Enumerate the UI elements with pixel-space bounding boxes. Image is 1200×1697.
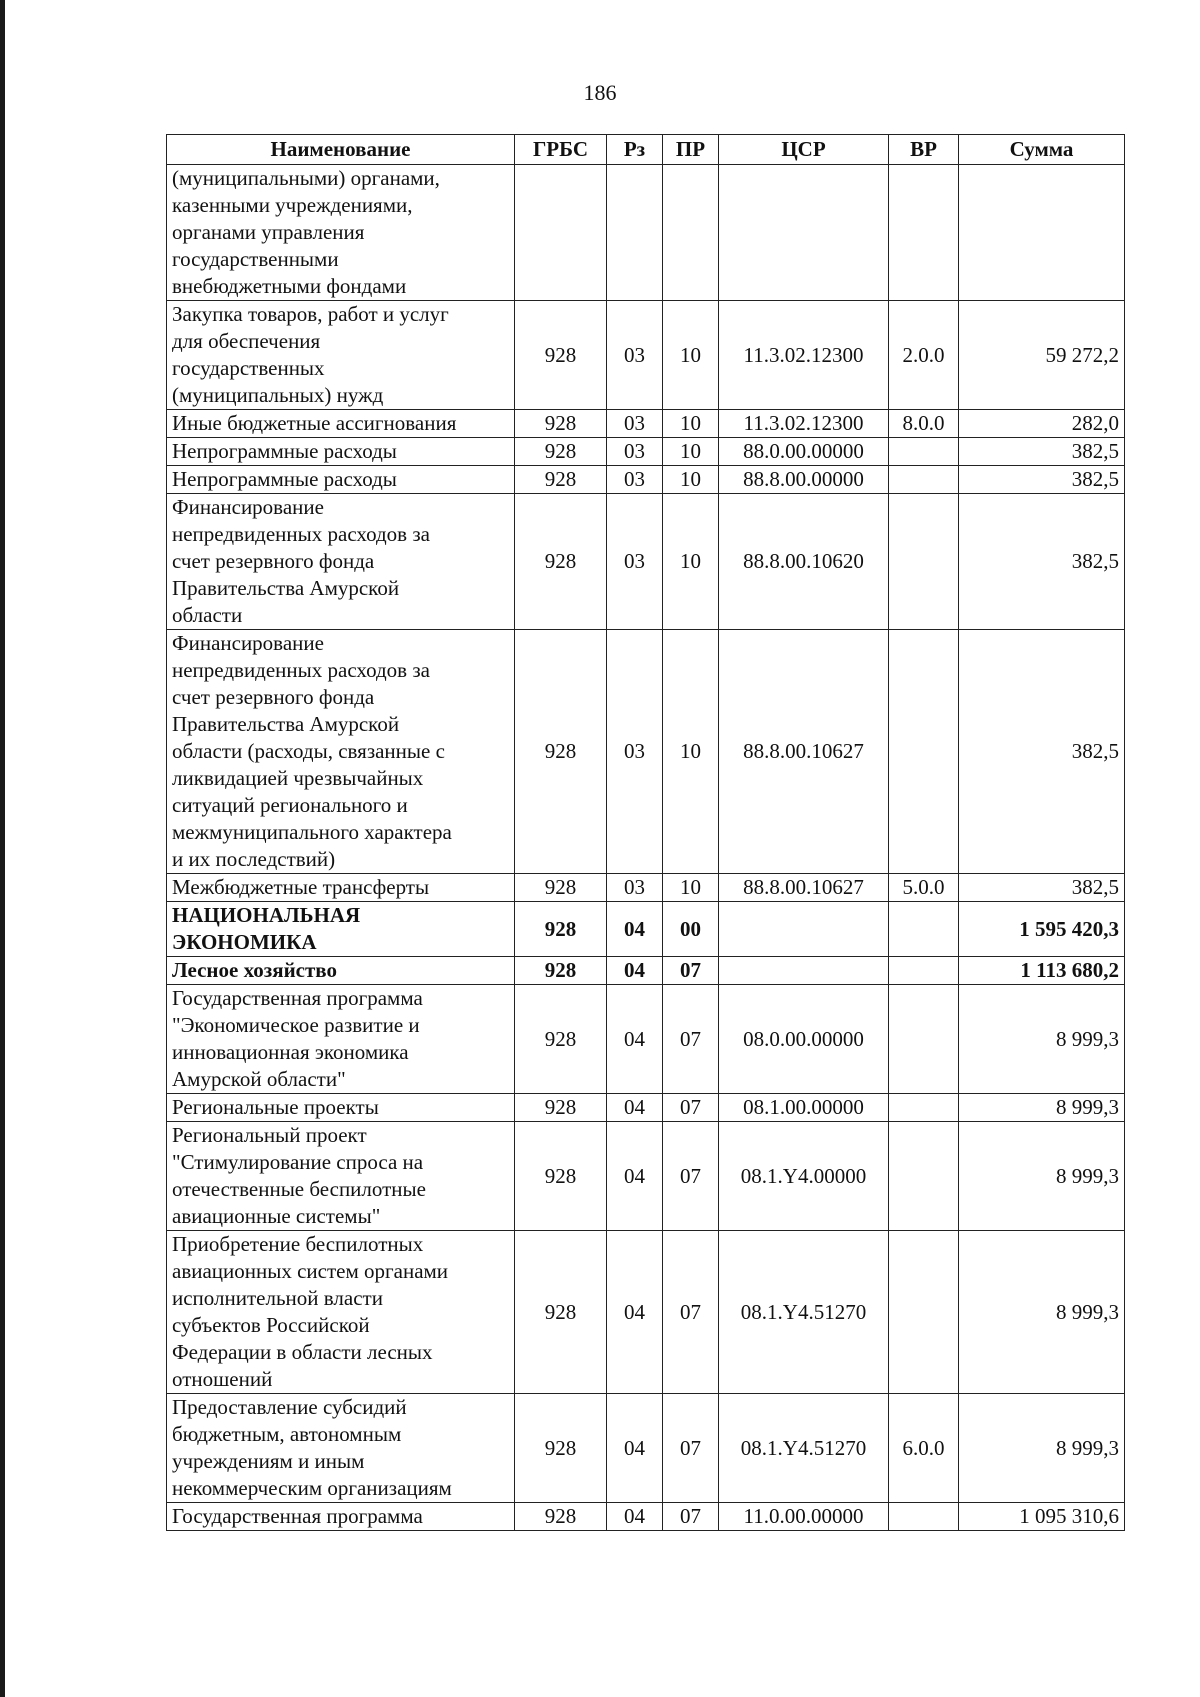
cell-grbs: 928 — [515, 985, 607, 1094]
cell-rz: 04 — [607, 1231, 663, 1394]
cell-vr: 2.0.0 — [889, 301, 959, 410]
cell-sum: 8 999,3 — [959, 985, 1125, 1094]
cell-grbs: 928 — [515, 466, 607, 494]
cell-vr: 5.0.0 — [889, 874, 959, 902]
cell-grbs: 928 — [515, 902, 607, 957]
cell-pr: 07 — [663, 1394, 719, 1503]
cell-name: (муниципальными) органами, казенными учреждениями, органами управления государственными внебюджетными фондами — [167, 165, 515, 301]
header-name: Наименование — [167, 135, 515, 165]
table-row — [167, 902, 1125, 957]
cell-name: Иные бюджетные ассигнования — [167, 410, 515, 438]
header-row — [167, 135, 1125, 165]
cell-rz: 04 — [607, 1094, 663, 1122]
cell-name: Финансирование непредвиденных расходов за счет резервного фонда Правительства Амурской области — [167, 494, 515, 630]
page-number: 186 — [583, 80, 617, 105]
header-vr: ВР — [889, 135, 959, 165]
cell-sum: 1 095 310,6 — [959, 1503, 1125, 1531]
cell-sum: 8 999,3 — [959, 1094, 1125, 1122]
cell-grbs: 928 — [515, 1094, 607, 1122]
cell-pr: 00 — [663, 902, 719, 957]
cell-name: Региональные проекты — [167, 1094, 515, 1122]
cell-vr — [889, 902, 959, 957]
cell-rz: 03 — [607, 874, 663, 902]
cell-grbs: 928 — [515, 1394, 607, 1503]
cell-csr: 88.0.00.00000 — [719, 438, 889, 466]
cell-pr: 10 — [663, 466, 719, 494]
cell-csr: 08.1.00.00000 — [719, 1094, 889, 1122]
table-row — [167, 874, 1125, 902]
table-row — [167, 1122, 1125, 1231]
table-row — [167, 301, 1125, 410]
table-row — [167, 466, 1125, 494]
table-row — [167, 1231, 1125, 1394]
cell-name: Непрограммные расходы — [167, 438, 515, 466]
cell-pr: 07 — [663, 1231, 719, 1394]
cell-rz: 03 — [607, 438, 663, 466]
cell-sum: 382,5 — [959, 466, 1125, 494]
table-row — [167, 630, 1125, 874]
cell-csr: 11.3.02.12300 — [719, 301, 889, 410]
cell-grbs: 928 — [515, 438, 607, 466]
table-row — [167, 165, 1125, 301]
header-sum: Сумма — [959, 135, 1125, 165]
cell-pr: 07 — [663, 957, 719, 985]
cell-pr: 10 — [663, 630, 719, 874]
cell-sum: 8 999,3 — [959, 1231, 1125, 1394]
cell-grbs: 928 — [515, 874, 607, 902]
table-row — [167, 957, 1125, 985]
cell-grbs: 928 — [515, 630, 607, 874]
header-pr: ПР — [663, 135, 719, 165]
cell-csr: 08.0.00.00000 — [719, 985, 889, 1094]
cell-pr — [663, 165, 719, 301]
cell-sum: 1 113 680,2 — [959, 957, 1125, 985]
cell-vr — [889, 494, 959, 630]
cell-name: Региональный проект "Стимулирование спроса на отечественные беспилотные авиационные системы" — [167, 1122, 515, 1231]
cell-pr: 07 — [663, 985, 719, 1094]
cell-name: Межбюджетные трансферты — [167, 874, 515, 902]
cell-name: Приобретение беспилотных авиационных систем органами исполнительной власти субъектов Российской Федерации в области лесных отношений — [167, 1231, 515, 1394]
header-rz: Рз — [607, 135, 663, 165]
cell-grbs — [515, 165, 607, 301]
cell-vr: 6.0.0 — [889, 1394, 959, 1503]
cell-grbs: 928 — [515, 494, 607, 630]
cell-vr — [889, 1503, 959, 1531]
cell-csr — [719, 957, 889, 985]
cell-name: Лесное хозяйство — [167, 957, 515, 985]
table-header — [167, 135, 1125, 165]
cell-csr — [719, 165, 889, 301]
scan-edge — [0, 0, 5, 1697]
cell-grbs: 928 — [515, 301, 607, 410]
cell-vr — [889, 1231, 959, 1394]
table-body — [167, 165, 1125, 1531]
header-csr: ЦСР — [719, 135, 889, 165]
cell-name: Закупка товаров, работ и услуг для обеспечения государственных (муниципальных) нужд — [167, 301, 515, 410]
cell-rz: 03 — [607, 301, 663, 410]
cell-csr: 88.8.00.10627 — [719, 874, 889, 902]
cell-rz: 04 — [607, 1503, 663, 1531]
cell-vr — [889, 466, 959, 494]
cell-pr: 10 — [663, 874, 719, 902]
cell-rz: 04 — [607, 1394, 663, 1503]
cell-pr: 10 — [663, 410, 719, 438]
cell-name: Государственная программа "Экономическое развитие и инновационная экономика Амурской области" — [167, 985, 515, 1094]
cell-vr — [889, 630, 959, 874]
cell-csr: 08.1.Y4.51270 — [719, 1231, 889, 1394]
cell-rz: 03 — [607, 494, 663, 630]
cell-pr: 07 — [663, 1503, 719, 1531]
cell-rz: 04 — [607, 985, 663, 1094]
cell-csr: 88.8.00.10620 — [719, 494, 889, 630]
cell-vr — [889, 985, 959, 1094]
cell-vr — [889, 1094, 959, 1122]
cell-csr: 88.8.00.00000 — [719, 466, 889, 494]
cell-vr: 8.0.0 — [889, 410, 959, 438]
cell-sum: 282,0 — [959, 410, 1125, 438]
cell-vr — [889, 1122, 959, 1231]
cell-rz: 04 — [607, 902, 663, 957]
table-row — [167, 1503, 1125, 1531]
cell-grbs: 928 — [515, 410, 607, 438]
cell-name: НАЦИОНАЛЬНАЯ ЭКОНОМИКА — [167, 902, 515, 957]
cell-csr: 08.1.Y4.00000 — [719, 1122, 889, 1231]
cell-csr: 11.0.00.00000 — [719, 1503, 889, 1531]
cell-csr: 88.8.00.10627 — [719, 630, 889, 874]
cell-pr: 07 — [663, 1122, 719, 1231]
cell-vr — [889, 438, 959, 466]
cell-vr — [889, 165, 959, 301]
cell-sum: 382,5 — [959, 874, 1125, 902]
cell-pr: 10 — [663, 438, 719, 466]
cell-name: Финансирование непредвиденных расходов за счет резервного фонда Правительства Амурской области (расходы, связанные с ликвидацией чрезвычайных ситуаций регионального и межмуниципального характера и их последствий) — [167, 630, 515, 874]
cell-rz: 03 — [607, 466, 663, 494]
cell-sum: 8 999,3 — [959, 1122, 1125, 1231]
cell-pr: 10 — [663, 301, 719, 410]
table-row — [167, 1394, 1125, 1503]
cell-pr: 10 — [663, 494, 719, 630]
cell-sum: 382,5 — [959, 630, 1125, 874]
cell-rz: 03 — [607, 410, 663, 438]
budget-table — [166, 134, 1125, 1531]
cell-sum — [959, 165, 1125, 301]
table-row — [167, 438, 1125, 466]
table-row — [167, 985, 1125, 1094]
cell-sum: 382,5 — [959, 438, 1125, 466]
cell-rz — [607, 165, 663, 301]
cell-grbs: 928 — [515, 1231, 607, 1394]
cell-grbs: 928 — [515, 1122, 607, 1231]
cell-rz: 04 — [607, 1122, 663, 1231]
cell-pr: 07 — [663, 1094, 719, 1122]
cell-vr — [889, 957, 959, 985]
cell-grbs: 928 — [515, 1503, 607, 1531]
cell-csr: 11.3.02.12300 — [719, 410, 889, 438]
table-row — [167, 1094, 1125, 1122]
cell-name: Предоставление субсидий бюджетным, автономным учреждениям и иным некоммерческим организациям — [167, 1394, 515, 1503]
cell-name: Непрограммные расходы — [167, 466, 515, 494]
cell-sum: 1 595 420,3 — [959, 902, 1125, 957]
cell-csr: 08.1.Y4.51270 — [719, 1394, 889, 1503]
table-row — [167, 410, 1125, 438]
cell-sum: 59 272,2 — [959, 301, 1125, 410]
cell-rz: 03 — [607, 630, 663, 874]
cell-name: Государственная программа — [167, 1503, 515, 1531]
cell-rz: 04 — [607, 957, 663, 985]
cell-grbs: 928 — [515, 957, 607, 985]
table-row — [167, 494, 1125, 630]
cell-sum: 8 999,3 — [959, 1394, 1125, 1503]
cell-csr — [719, 902, 889, 957]
cell-sum: 382,5 — [959, 494, 1125, 630]
header-grbs: ГРБС — [515, 135, 607, 165]
